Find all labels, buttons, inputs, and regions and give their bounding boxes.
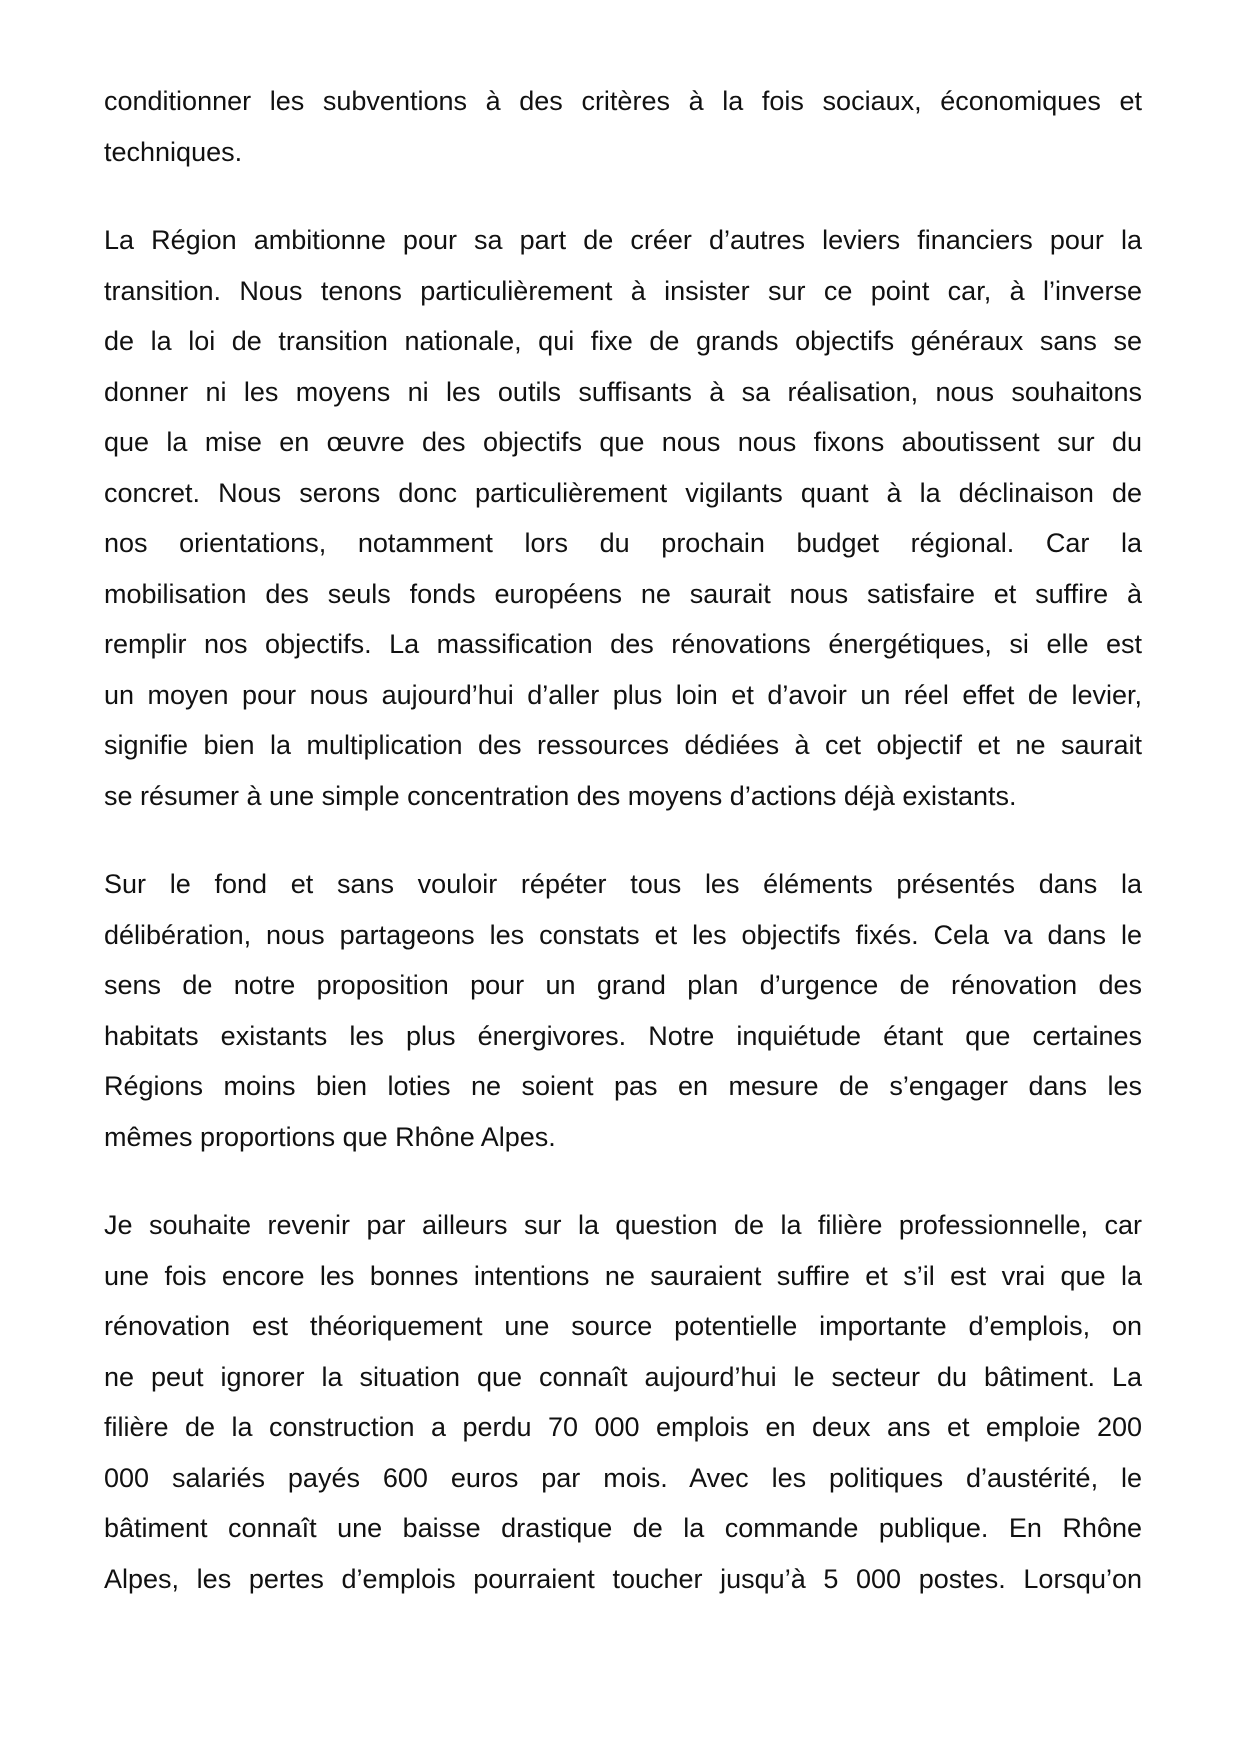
- text-line: se résumer à une simple concentration des moyens d’actions déjà existants.: [104, 780, 1017, 811]
- text-line: habitats existants les plus énergivores. Notre inquiétude étant que certaines: [104, 1020, 1142, 1051]
- text-line: concret. Nous serons donc particulièrement vigilants quant à la déclinaison de: [104, 477, 1142, 508]
- text-line: Sur le fond et sans vouloir répéter tous les éléments présentés dans la: [104, 869, 1142, 899]
- text-line: rénovation est théoriquement une source potentielle importante d’emplois, on: [104, 1311, 1142, 1341]
- text-line: que la mise en œuvre des objectifs que nous nous fixons aboutissent sur du: [104, 427, 1142, 457]
- text-line: filière de la construction a perdu 70 000 emplois en deux ans et emploie 200: [104, 1412, 1142, 1442]
- text-line: un moyen pour nous aujourd’hui d’aller plus loin et d’avoir un réel effet de levier,: [104, 679, 1142, 710]
- text-line: mobilisation des seuls fonds européens ne saurait nous satisfaire et suffire à: [104, 578, 1142, 609]
- paragraph-3: [104, 859, 1142, 1162]
- text-line: La Région ambitionne pour sa part de créer d’autres leviers financiers pour la: [104, 225, 1142, 255]
- text-line: nos orientations, notamment lors du prochain budget régional. Car la: [104, 528, 1142, 558]
- paragraph-4: [104, 1200, 1142, 1604]
- text-line: signifie bien la multiplication des ressources dédiées à cet objectif et ne saurait: [104, 730, 1142, 760]
- text-line: Alpes, les pertes d’emplois pourraient toucher jusqu’à 5 000 postes. Lorsqu’on: [104, 1563, 1142, 1594]
- text-line: une fois encore les bonnes intentions ne sauraient suffire et s’il est vrai que la: [104, 1260, 1142, 1291]
- text-line: mêmes proportions que Rhône Alpes.: [104, 1121, 556, 1152]
- text-line: de la loi de transition nationale, qui fixe de grands objectifs généraux sans se: [104, 326, 1142, 356]
- paragraph-2: [104, 215, 1142, 821]
- text-line: bâtiment connaît une baisse drastique de la commande publique. En Rhône: [104, 1513, 1142, 1543]
- text-line: transition. Nous tenons particulièrement à insister sur ce point car, à l’inverse: [104, 275, 1142, 306]
- text-line: Régions moins bien loties ne soient pas en mesure de s’engager dans les: [104, 1071, 1142, 1101]
- text-line: Je souhaite revenir par ailleurs sur la question de la filière professionnelle, car: [104, 1210, 1142, 1240]
- text-line: ne peut ignorer la situation que connaît aujourd’hui le secteur du bâtiment. La: [104, 1361, 1142, 1392]
- text-line: conditionner les subventions à des critères à la fois sociaux, économiques et: [104, 86, 1142, 116]
- text-line: 000 salariés payés 600 euros par mois. Avec les politiques d’austérité, le: [104, 1462, 1142, 1493]
- text-line: délibération, nous partageons les constats et les objectifs fixés. Cela va dans le: [104, 919, 1142, 950]
- document-body: [104, 76, 1142, 1642]
- text-line: techniques.: [104, 136, 243, 167]
- text-line: donner ni les moyens ni les outils suffisants à sa réalisation, nous souhaitons: [104, 376, 1142, 407]
- text-line: sens de notre proposition pour un grand plan d’urgence de rénovation des: [104, 970, 1142, 1000]
- text-line: remplir nos objectifs. La massification des rénovations énergétiques, si elle est: [104, 629, 1142, 659]
- paragraph-1: [104, 76, 1142, 177]
